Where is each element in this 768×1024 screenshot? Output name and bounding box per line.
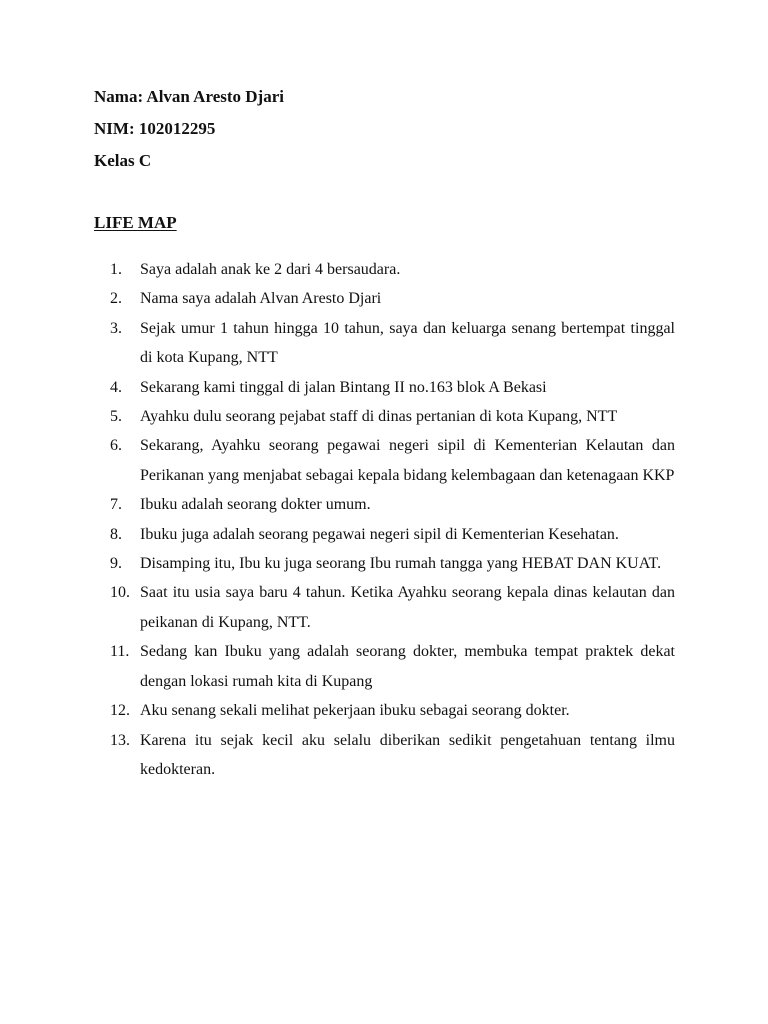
list-item-text: Aku senang sekali melihat pekerjaan ibuku sebagai seorang dokter. (140, 702, 570, 720)
list-item-text: Sedang kan Ibuku yang adalah seorang dokter, membuka tempat praktek dekat dengan lokasi rumah kita di Kupang (140, 643, 675, 690)
list-item (110, 373, 675, 402)
list-item (110, 314, 675, 373)
list-item (110, 402, 675, 431)
list-item-text: Disamping itu, Ibu ku juga seorang Ibu rumah tangga yang HEBAT DAN KUAT. (140, 555, 662, 573)
list-item-number: 7. (110, 496, 122, 514)
list-item (110, 431, 675, 490)
list-item-number: 12. (110, 702, 130, 720)
list-item-number: 11. (110, 643, 130, 661)
list-item (110, 696, 675, 725)
list-item-text: Ayahku dulu seorang pejabat staff di dinas pertanian di kota Kupang, NTT (140, 408, 618, 426)
student-name: Nama: Alvan Aresto Djari (94, 87, 284, 106)
list-item-text: Karena itu sejak kecil aku selalu diberikan sedikit pengetahuan tentang ilmu kedokteran. (140, 731, 675, 778)
list-item-number: 8. (110, 525, 122, 543)
list-item (110, 549, 675, 578)
list-item-text: Saya adalah anak ke 2 dari 4 bersaudara. (140, 261, 401, 278)
list-item (110, 255, 675, 284)
section-title: LIFE MAP (94, 213, 177, 232)
list-item-text: Sejak umur 1 tahun hingga 10 tahun, saya dan keluarga senang bertempat tinggal di kota Kupang, NTT (140, 319, 675, 367)
student-info (94, 86, 674, 182)
list-item-number: 6. (110, 437, 122, 455)
student-nim: NIM: 102012295 (94, 119, 216, 138)
list-item-number: 13. (110, 731, 130, 749)
list-item-number: 5. (110, 408, 122, 426)
list-item (110, 520, 675, 549)
list-item-number: 2. (110, 290, 122, 308)
life-map-list (110, 255, 675, 784)
list-item-number: 10. (110, 584, 130, 602)
list-item-text: Ibuku juga adalah seorang pegawai negeri sipil di Kementerian Kesehatan. (140, 525, 619, 543)
list-item-number: 3. (110, 319, 122, 337)
list-item (110, 490, 675, 519)
student-class: Kelas C (94, 151, 152, 170)
list-item (110, 578, 675, 637)
list-item-text: Sekarang kami tinggal di jalan Bintang II no.163 blok A Bekasi (140, 378, 547, 396)
list-item-text: Saat itu usia saya baru 4 tahun. Ketika Ayahku seorang kepala dinas kelautan dan peikanan di Kupang, NTT. (140, 584, 675, 631)
list-item (110, 637, 675, 696)
list-item (110, 284, 675, 313)
list-item-number: 1. (110, 261, 122, 278)
list-item-text: Sekarang, Ayahku seorang pegawai negeri sipil di Kementerian Kelautan dan Perikanan yang menjabat sebagai kepala bidang kelembagaan dan ketenagaan KKP (140, 437, 675, 484)
list-item-number: 9. (110, 555, 122, 573)
list-item-number: 4. (110, 378, 122, 396)
list-item-text: Nama saya adalah Alvan Aresto Djari (140, 290, 382, 308)
list-item (110, 726, 675, 785)
list-item-text: Ibuku adalah seorang dokter umum. (140, 496, 371, 514)
